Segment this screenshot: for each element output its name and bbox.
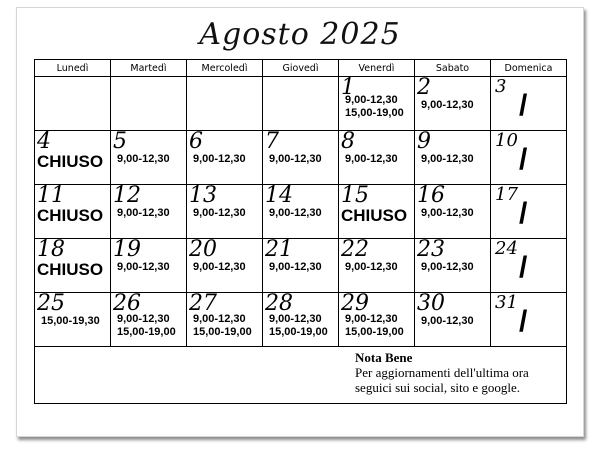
weekday-header: Sabato: [415, 60, 491, 77]
opening-hours: [421, 207, 474, 220]
hours-line: 9,00-12,30: [421, 207, 474, 219]
day-number: 19: [113, 238, 141, 262]
closed-slash-mark: /: [519, 251, 528, 284]
day-cell: [491, 77, 567, 131]
day-number: 17: [495, 184, 518, 205]
day-cell: [111, 185, 187, 239]
hours-line: 15,00-19,00: [117, 326, 176, 338]
day-number: 11: [37, 184, 65, 208]
closed-slash-mark: /: [519, 305, 528, 338]
day-number: 27: [189, 292, 217, 316]
hours-line: 9,00-12,30: [269, 261, 322, 273]
day-number: 22: [341, 238, 369, 262]
note-line: seguici sui social, sito e google.: [355, 380, 521, 395]
day-number: 23: [417, 238, 445, 262]
day-number: 15: [341, 184, 369, 208]
day-number: 5: [113, 130, 127, 154]
week-row: [35, 239, 567, 293]
opening-hours: [269, 153, 322, 166]
day-number: 20: [189, 238, 217, 262]
day-cell: [187, 185, 263, 239]
day-cell: [415, 185, 491, 239]
day-number: 14: [265, 184, 293, 208]
day-number: 30: [417, 292, 445, 316]
day-cell: [415, 131, 491, 185]
day-number: 13: [189, 184, 217, 208]
hours-line: 9,00-12,30: [421, 153, 474, 165]
opening-hours: [193, 207, 246, 220]
day-number: 26: [113, 292, 141, 316]
hours-line: 9,00-12,30: [193, 207, 246, 219]
hours-line: 9,00-12,30: [269, 313, 322, 325]
opening-hours: [193, 313, 252, 339]
hours-line: 15,00-19,30: [41, 315, 100, 327]
note-line: Per aggiornamenti dell'ultima ora: [355, 365, 529, 380]
day-cell: [339, 293, 415, 347]
day-cell: [111, 239, 187, 293]
weekday-header: Domenica: [491, 60, 567, 77]
closed-label: CHIUSO: [37, 152, 104, 171]
week-row: [35, 185, 567, 239]
opening-hours: [193, 261, 246, 274]
hours-line: 9,00-12,30: [117, 153, 170, 165]
note-cell: [35, 347, 567, 404]
day-cell: [415, 239, 491, 293]
calendar-grid: [34, 59, 567, 404]
hours-line: 9,00-12,30: [345, 313, 398, 325]
weekday-header: Venerdì: [339, 60, 415, 77]
weekday-header: Lunedì: [35, 60, 111, 77]
day-cell: [187, 239, 263, 293]
day-number: 12: [113, 184, 141, 208]
weekday-header-row: [35, 60, 567, 77]
week-row: [35, 131, 567, 185]
empty-day-cell: [263, 77, 339, 131]
day-cell: [263, 185, 339, 239]
day-cell: [339, 239, 415, 293]
closed-slash-mark: /: [519, 197, 528, 230]
hours-line: 15,00-19,00: [193, 326, 252, 338]
day-number: 21: [265, 238, 293, 262]
day-cell: [187, 293, 263, 347]
week-row: [35, 293, 567, 347]
day-number: 29: [341, 292, 369, 316]
day-cell: [35, 131, 111, 185]
hours-line: 9,00-12,30: [193, 153, 246, 165]
day-cell: [491, 293, 567, 347]
opening-hours: [117, 207, 170, 220]
day-number: 3: [495, 76, 507, 97]
opening-hours: [41, 315, 100, 328]
day-number: 7: [265, 130, 279, 154]
opening-hours: [421, 315, 474, 328]
day-cell: [415, 293, 491, 347]
day-cell: [339, 131, 415, 185]
closed-label: CHIUSO: [37, 260, 104, 279]
day-number: 31: [495, 292, 518, 313]
opening-hours: [345, 94, 404, 120]
opening-hours: [193, 153, 246, 166]
note-heading: Nota Bene: [355, 350, 413, 365]
weekday-header: Giovedì: [263, 60, 339, 77]
opening-hours: [421, 99, 474, 112]
closed-slash-mark: /: [519, 89, 528, 122]
day-cell: [491, 185, 567, 239]
opening-hours: [421, 261, 474, 274]
weekday-header: Martedì: [111, 60, 187, 77]
day-cell: [415, 77, 491, 131]
calendar-title: Agosto 2025: [199, 17, 401, 52]
day-number: 16: [417, 184, 445, 208]
weekday-header: Mercoledì: [187, 60, 263, 77]
day-cell: [263, 239, 339, 293]
opening-hours: [269, 207, 322, 220]
note-row: [35, 347, 567, 404]
day-number: 6: [189, 130, 203, 154]
day-cell: [35, 185, 111, 239]
day-cell: [491, 239, 567, 293]
hours-line: 15,00-19,00: [345, 107, 404, 119]
day-number: 28: [265, 292, 293, 316]
day-cell: [263, 293, 339, 347]
hours-line: 9,00-12,30: [193, 261, 246, 273]
hours-line: 9,00-12,30: [345, 153, 398, 165]
day-cell: [187, 131, 263, 185]
day-cell: [491, 131, 567, 185]
day-cell: [263, 131, 339, 185]
hours-line: 9,00-12,30: [345, 94, 398, 106]
hours-line: 9,00-12,30: [269, 207, 322, 219]
empty-day-cell: [187, 77, 263, 131]
day-number: 1: [341, 76, 355, 100]
hours-line: 9,00-12,30: [269, 153, 322, 165]
day-cell: [35, 293, 111, 347]
week-row: [35, 77, 567, 131]
day-cell: [339, 185, 415, 239]
hours-line: 9,00-12,30: [345, 261, 398, 273]
opening-hours: [345, 261, 398, 274]
opening-hours: [269, 261, 322, 274]
opening-hours: [269, 313, 328, 339]
closed-label: CHIUSO: [341, 206, 408, 225]
opening-hours: [117, 313, 176, 339]
day-cell: [35, 239, 111, 293]
hours-line: 9,00-12,30: [117, 207, 170, 219]
hours-line: 9,00-12,30: [193, 313, 246, 325]
day-number: 8: [341, 130, 355, 154]
day-number: 18: [37, 238, 65, 262]
day-number: 24: [495, 238, 518, 259]
day-cell: [111, 293, 187, 347]
empty-day-cell: [111, 77, 187, 131]
hours-line: 9,00-12,30: [421, 261, 474, 273]
day-cell: [339, 77, 415, 131]
hours-line: 9,00-12,30: [421, 99, 474, 111]
hours-line: 15,00-19,00: [345, 326, 404, 338]
closed-label: CHIUSO: [37, 206, 104, 225]
day-number: 10: [495, 130, 518, 151]
hours-line: 9,00-12,30: [421, 315, 474, 327]
opening-hours: [345, 153, 398, 166]
hours-line: 9,00-12,30: [117, 313, 170, 325]
day-number: 4: [37, 130, 51, 154]
opening-hours: [421, 153, 474, 166]
hours-line: 9,00-12,30: [117, 261, 170, 273]
hours-line: 15,00-19,00: [269, 326, 328, 338]
day-cell: [111, 131, 187, 185]
opening-hours: [117, 153, 170, 166]
day-number: 9: [417, 130, 431, 154]
day-number: 2: [417, 76, 431, 100]
empty-day-cell: [35, 77, 111, 131]
note-box: [355, 350, 529, 395]
opening-hours: [345, 313, 404, 339]
day-number: 25: [37, 292, 65, 316]
opening-hours: [117, 261, 170, 274]
closed-slash-mark: /: [519, 143, 528, 176]
